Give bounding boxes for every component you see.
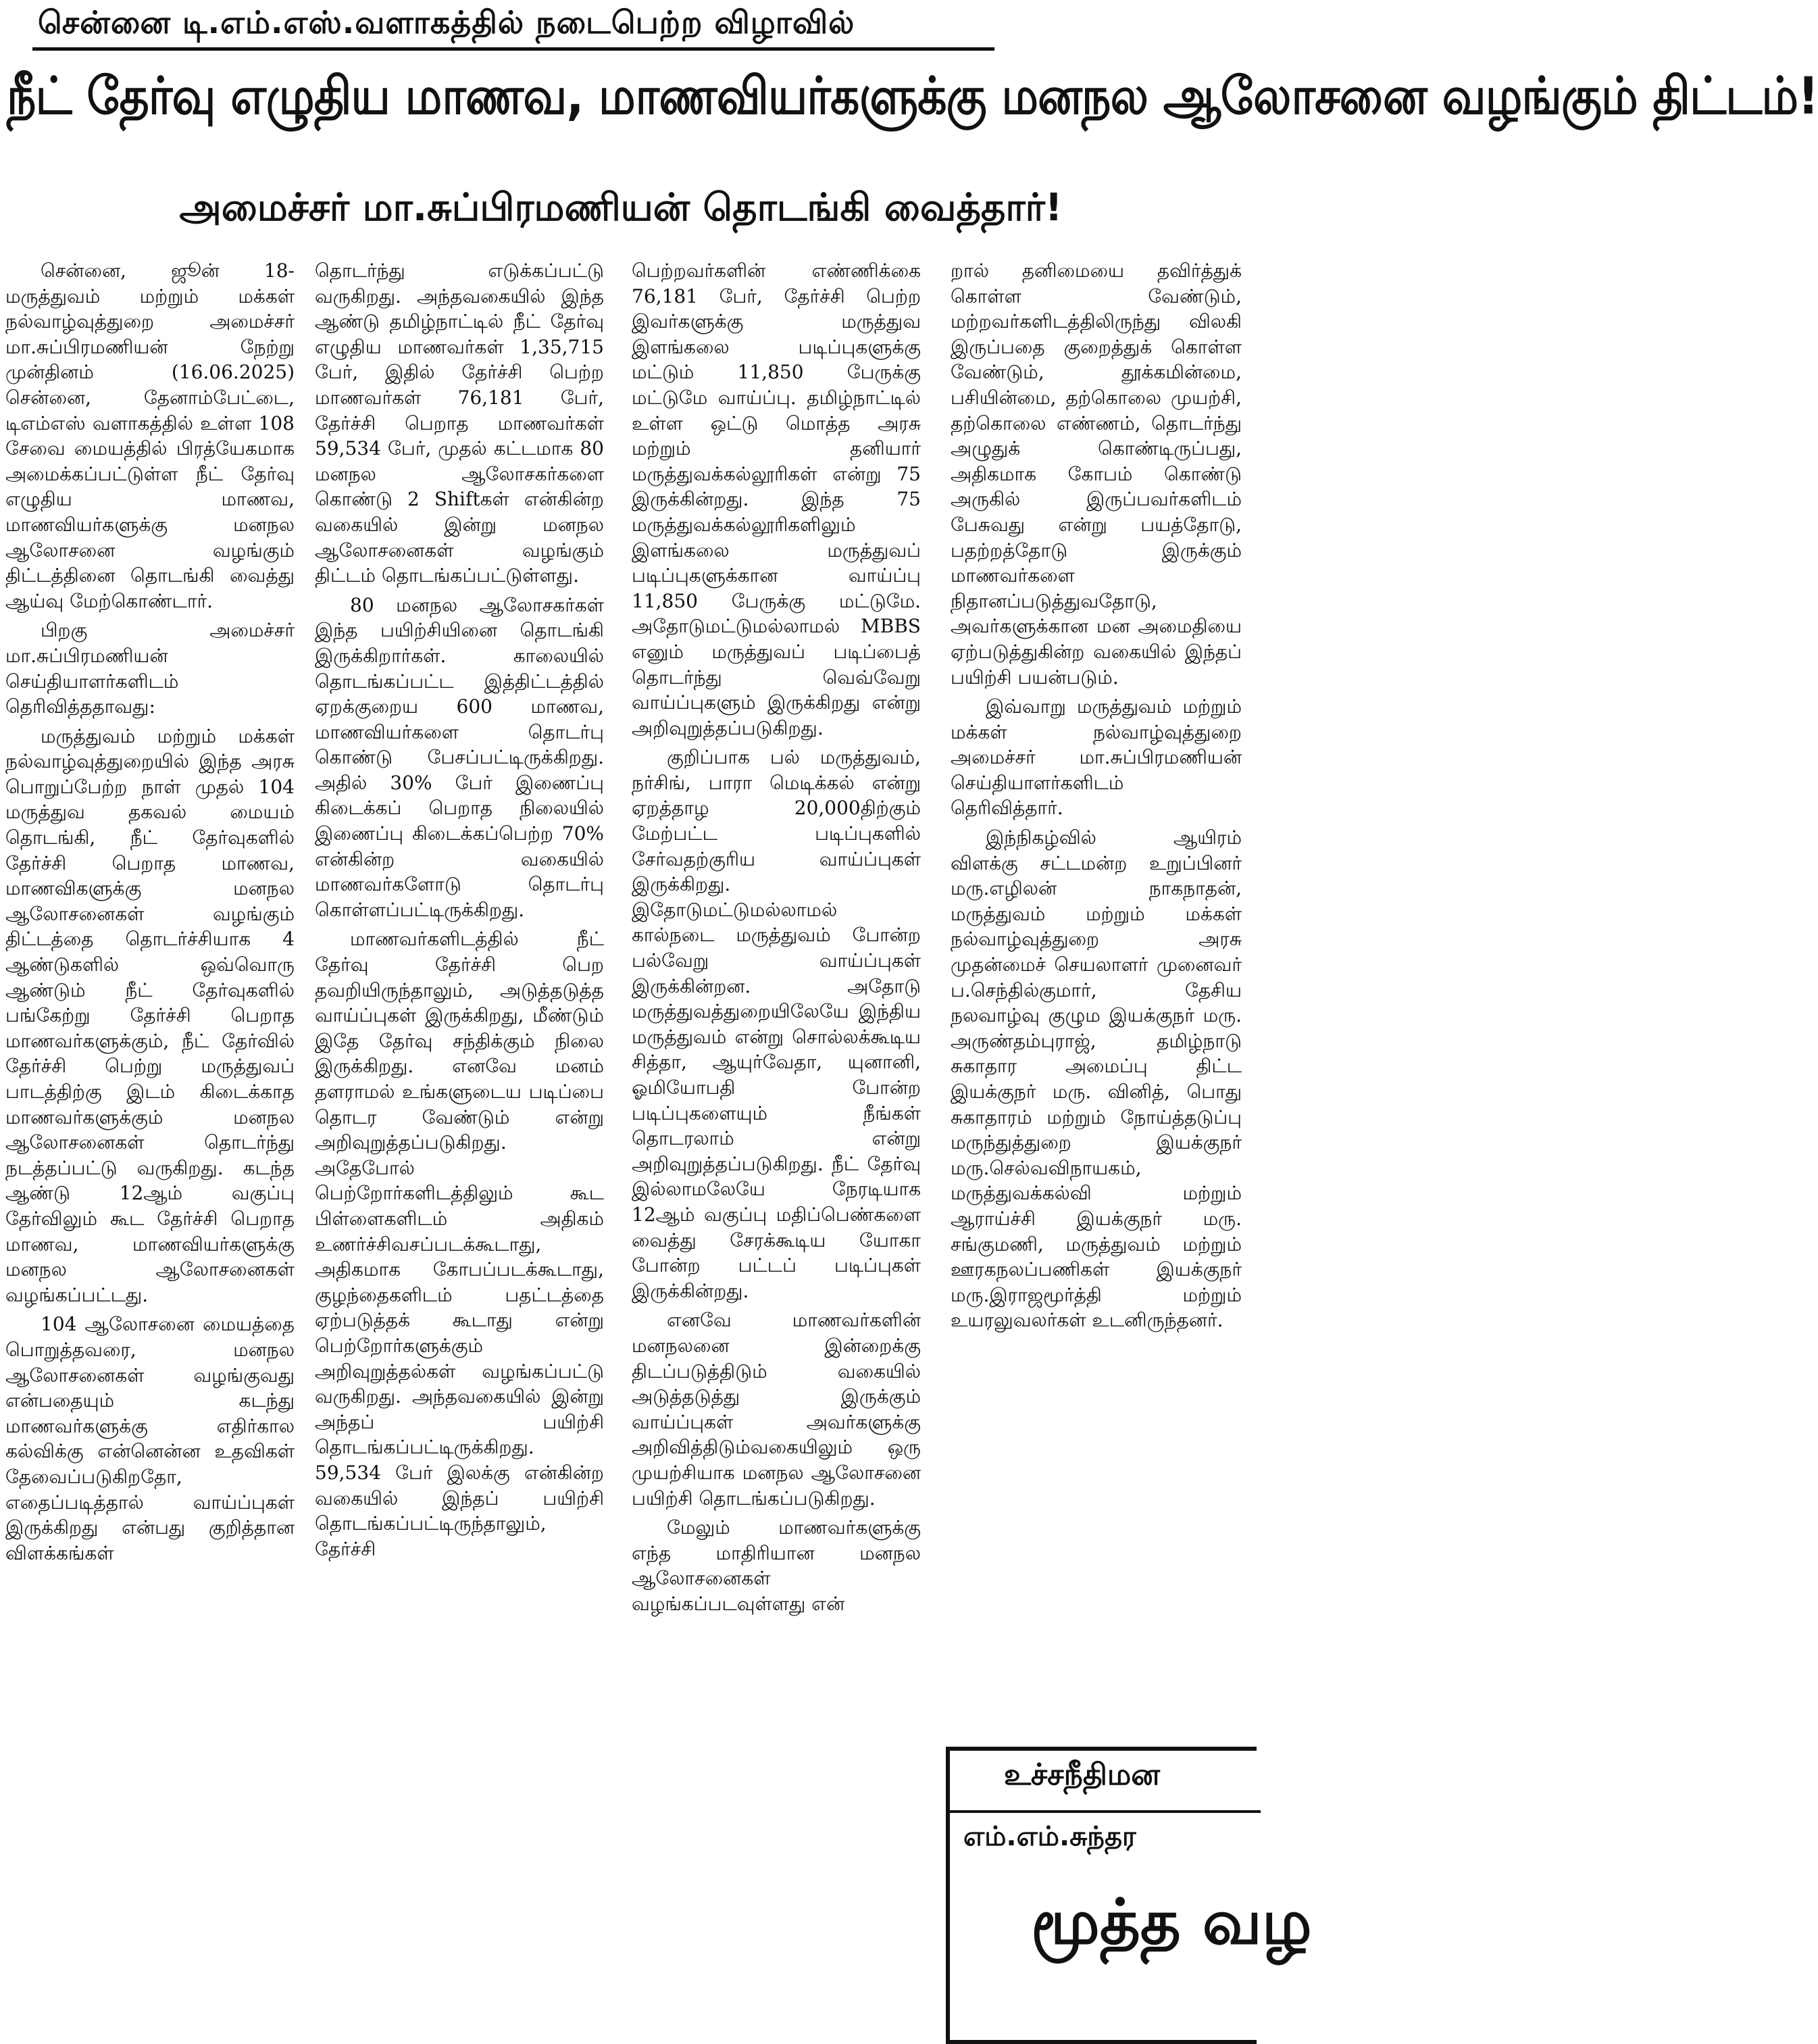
paragraph: மருத்துவம் மற்றும் மக்கள் நல்வாழ்வுத்துறையில் இந்த அரசு பொறுப்பேற்ற நாள் முதல் 104 மருத்துவ தகவல் மையம் தொடங்கி, நீட் தேர்வுகளில் தேர்ச்சி பெறாத மாணவ, மாணவிகளுக்கு மனநல ஆலோசனைகள் வழங்கும் திட்டத்தை தொடர்ச்சியாக 4 ஆண்டுகளில் ஒவ்வொரு ஆண்டும் நீட் தேர்வுகளில் பங்கேற்று தேர்ச்சி பெறாத மாணவர்களுக்கும், நீட் தேர்வில் தேர்ச்சி பெற்று மருத்துவப் பாடத்திற்கு இடம் கிடைக்காத மாணவர்களுக்கும் மனநல ஆலோசனைகள் தொடர்ந்து நடத்தப்பட்டு வருகிறது. கடந்த ஆண்டு 12ஆம் வகுப்பு தேர்விலும் கூட தேர்ச்சி பெறாத மாணவ, மாணவியர்களுக்கு மனநல ஆலோசனைகள் வழங்கப்பட்டது. [5, 724, 295, 1306]
article-column-1 [5, 258, 295, 2031]
adjacent-advertisement-box [946, 1747, 1312, 2044]
kicker-line: சென்னை டி.எம்.எஸ்.வளாகத்தில் நடைபெற்ற விழாவில் [38, 4, 855, 41]
article-column-3 [632, 258, 921, 2031]
ad-line-2: எம்.எம்.சுந்தர [963, 1821, 1136, 1852]
ad-line-3: மூத்த வழ [1031, 1886, 1312, 1958]
paragraph: 80 மனநல ஆலோசகர்கள் இந்த பயிற்சியினை தொடங்கி இருக்கிறார்கள். காலையில் தொடங்கப்பட்ட இத்திட்டத்தில் ஏறக்குறைய 600 மாணவ, மாணவியர்களை தொடர்பு கொண்டு பேசப்பட்டிருக்கிறது. அதில் 30% பேர் இணைப்பு கிடைக்கப் பெறாத நிலையில் இணைப்பு கிடைக்கப்பெற்ற 70% என்கின்ற வகையில் மாணவர்களோடு தொடர்பு கொள்ளப்பட்டிருக்கிறது. [315, 593, 604, 921]
ad-line-1: உச்சநீதிமன [1004, 1758, 1160, 1792]
paragraph: மேலும் மாணவர்களுக்கு எந்த மாதிரியான மனநல ஆலோசனைகள் வழங்கப்படவுள்ளது என் [632, 1516, 921, 1615]
paragraph: 104 ஆலோசனை மையத்தை பொறுத்தவரை, மனநல ஆலோசனைகள் வழங்குவது என்பதையும் கடந்து மாணவர்களுக்கு எதிர்கால கல்விக்கு என்னென்ன உதவிகள் தேவைப்படுகிறதோ, எதைப்படித்தால் வாய்ப்புகள் இருக்கிறது என்பது குறித்தான விளக்கங்கள் [5, 1313, 295, 1564]
ad-divider [950, 1810, 1261, 1813]
paragraph: தொடர்ந்து எடுக்கப்பட்டு வருகிறது. அந்தவகையில் இந்த ஆண்டு தமிழ்நாட்டில் நீட் தேர்வு எழுதிய மாணவர்கள் 1,35,715 பேர், இதில் தேர்ச்சி பெற்ற மாணவர்கள் 76,181 பேர், தேர்ச்சி பெறாத மாணவர்கள் 59,534 பேர், முதல் கட்டமாக 80 மனநல ஆலோசகர்களை கொண்டு 2 Shiftகள் என்கின்ற வகையில் இன்று மனநல ஆலோசனைகள் வழங்கும் திட்டம் தொடங்கப்பட்டுள்ளது. [315, 259, 604, 587]
paragraph: பெற்றவர்களின் எண்ணிக்கை 76,181 பேர், தேர்ச்சி பெற்ற இவர்களுக்கு மருத்துவ இளங்கலை படிப்புகளுக்கு மட்டும் 11,850 பேருக்கு மட்டுமே வாய்ப்பு. தமிழ்நாட்டில் உள்ள ஒட்டு மொத்த அரசு மற்றும் தனியார் மருத்துவக்கல்லூரிகள் என்று 75 இருக்கின்றது. இந்த 75 மருத்துவக்கல்லூரிகளிலும் இளங்கலை மருத்துவப் படிப்புகளுக்கான வாய்ப்பு 11,850 பேருக்கு மட்டுமே. அதோடுமட்டுமல்லாமல் MBBS எனும் மருத்துவப் படிப்பைத் தொடர்ந்து வெவ்வேறு வாய்ப்புகளும் இருக்கிறது என்று அறிவுறுத்தப்படுகிறது. [632, 259, 921, 739]
subheadline: அமைச்சர் மா.சுப்பிரமணியன் தொடங்கி வைத்தார்! [179, 186, 1063, 230]
paragraph: றால் தனிமையை தவிர்த்துக் கொள்ள வேண்டும், மற்றவர்களிடத்திலிருந்து விலகி இருப்பதை குறைத்துக் கொள்ள வேண்டும், தூக்கமின்மை, பசியின்மை, தற்கொலை முயற்சி, தற்கொலை எண்ணம், தொடர்ந்து அழுதுக் கொண்டிருப்பது, அதிகமாக கோபம் கொண்டு அருகில் இருப்பவர்களிடம் பேசுவது என்று பயத்தோடு, பதற்றத்தோடு இருக்கும் மாணவர்களை நிதானப்படுத்துவதோடு, அவர்களுக்கான மன அமைதியை ஏற்படுத்துகின்ற வகையில் இந்தப் பயிற்சி பயன்படும். [951, 259, 1242, 689]
paragraph: பிறகு அமைச்சர் மா.சுப்பிரமணியன் செய்தியாளர்களிடம் தெரிவித்ததாவது: [5, 619, 295, 718]
kicker-underline [32, 47, 994, 51]
article-column-2 [315, 258, 604, 2031]
paragraph: இவ்வாறு மருத்துவம் மற்றும் மக்கள் நல்வாழ்வுத்துறை அமைச்சர் மா.சுப்பிரமணியன் செய்தியாளர்களிடம் தெரிவித்தார். [951, 695, 1242, 820]
paragraph: குறிப்பாக பல் மருத்துவம், நர்சிங், பாரா மெடிக்கல் என்று ஏறத்தாழ 20,000திற்கும் மேற்பட்ட படிப்புகளில் சேர்வதற்குரிய வாய்ப்புகள் இருக்கிறது. இதோடுமட்டுமல்லாமல் கால்நடை மருத்துவம் போன்ற பல்வேறு வாய்ப்புகள் இருக்கின்றன. அதோடு மருத்துவத்துறையிலேயே இந்திய மருத்துவம் என்று சொல்லக்கூடிய சித்தா, ஆயுர்வேதா, யுனானி, ஓமியோபதி போன்ற படிப்புகளையும் நீங்கள் தொடரலாம் என்று அறிவுறுத்தப்படுகிறது. நீட் தேர்வு இல்லாமலேயே நேரடியாக 12ஆம் வகுப்பு மதிப்பெண்களை வைத்து சேரக்கூடிய யோகா போன்ற பட்டப் படிப்புகள் இருக்கின்றது. [632, 746, 921, 1302]
paragraph: மாணவர்களிடத்தில் நீட் தேர்வு தேர்ச்சி பெற தவறியிருந்தாலும், அடுத்தடுத்த வாய்ப்புகள் இருக்கிறது, மீண்டும் இதே தேர்வு சந்திக்கும் நிலை இருக்கிறது. எனவே மனம் தளராமல் உங்களுடைய படிப்பை தொடர வேண்டும் என்று அறிவுறுத்தப்படுகிறது. அதேபோல் பெற்றோர்களிடத்திலும் கூட பிள்ளைகளிடம் அதிகம் உணர்ச்சிவசப்படக்கூடாது, அதிகமாக கோபப்படக்கூடாது, குழந்தைகளிடம் பதட்டத்தை ஏற்படுத்தக் கூடாது என்று பெற்றோர்களுக்கும் அறிவுறுத்தல்கள் வழங்கப்பட்டு வருகிறது. அந்தவகையில் இன்று அந்தப் பயிற்சி தொடங்கப்பட்டிருக்கிறது. 59,534 பேர் இலக்கு என்கின்ற வகையில் இந்தப் பயிற்சி தொடங்கப்பட்டிருந்தாலும், தேர்ச்சி [315, 928, 604, 1560]
article-column-4 [951, 258, 1242, 1745]
headline: நீட் தேர்வு எழுதிய மாணவ, மாணவியர்களுக்கு மனநல ஆலோசனை வழங்கும் திட்டம்! [7, 66, 1818, 127]
paragraph: சென்னை, ஜூன் 18- மருத்துவம் மற்றும் மக்கள் நல்வாழ்வுத்துறை அமைச்சர் மா.சுப்பிரமணியன் நேற்று முன்தினம் (16.06.2025) சென்னை, தேனாம்பேட்டை, டிஎம்எஸ் வளாகத்தில் உள்ள 108 சேவை மையத்தில் பிரத்யேகமாக அமைக்கப்பட்டுள்ள நீட் தேர்வு எழுதிய மாணவ, மாணவியர்களுக்கு மனநல ஆலோசனை வழங்கும் திட்டத்தினை தொடங்கி வைத்து ஆய்வு மேற்கொண்டார். [5, 259, 295, 612]
paragraph: எனவே மாணவர்களின் மனநலனை இன்றைக்கு திடப்படுத்திடும் வகையில் அடுத்தடுத்து இருக்கும் வாய்ப்புகள் அவர்களுக்கு அறிவித்திடும்வகையிலும் ஒரு முயற்சியாக மனநல ஆலோசனை பயிற்சி தொடங்கப்படுகிறது. [632, 1309, 921, 1510]
paragraph: இந்நிகழ்வில் ஆயிரம் விளக்கு சட்டமன்ற உறுப்பினர் மரு.எழிலன் நாகநாதன், மருத்துவம் மற்றும் மக்கள் நல்வாழ்வுத்துறை அரசு முதன்மைச் செயலாளர் முனைவர் ப.செந்தில்குமார், தேசிய நலவாழ்வு குழும இயக்குநர் மரு. அருண்தம்புராஜ், தமிழ்நாடு சுகாதார அமைப்பு திட்ட இயக்குநர் மரு. வினித், பொது சுகாதாரம் மற்றும் நோய்த்தடுப்பு மருந்துத்துறை இயக்குநர் மரு.செல்வவிநாயகம், மருத்துவக்கல்வி மற்றும் ஆராய்ச்சி இயக்குநர் மரு. சங்குமணி, மருத்துவம் மற்றும் ஊரகநலப்பணிகள் இயக்குநர் மரு.இராஜமூர்த்தி மற்றும் உயரலுவலர்கள் உடனிருந்தனர். [951, 826, 1242, 1332]
